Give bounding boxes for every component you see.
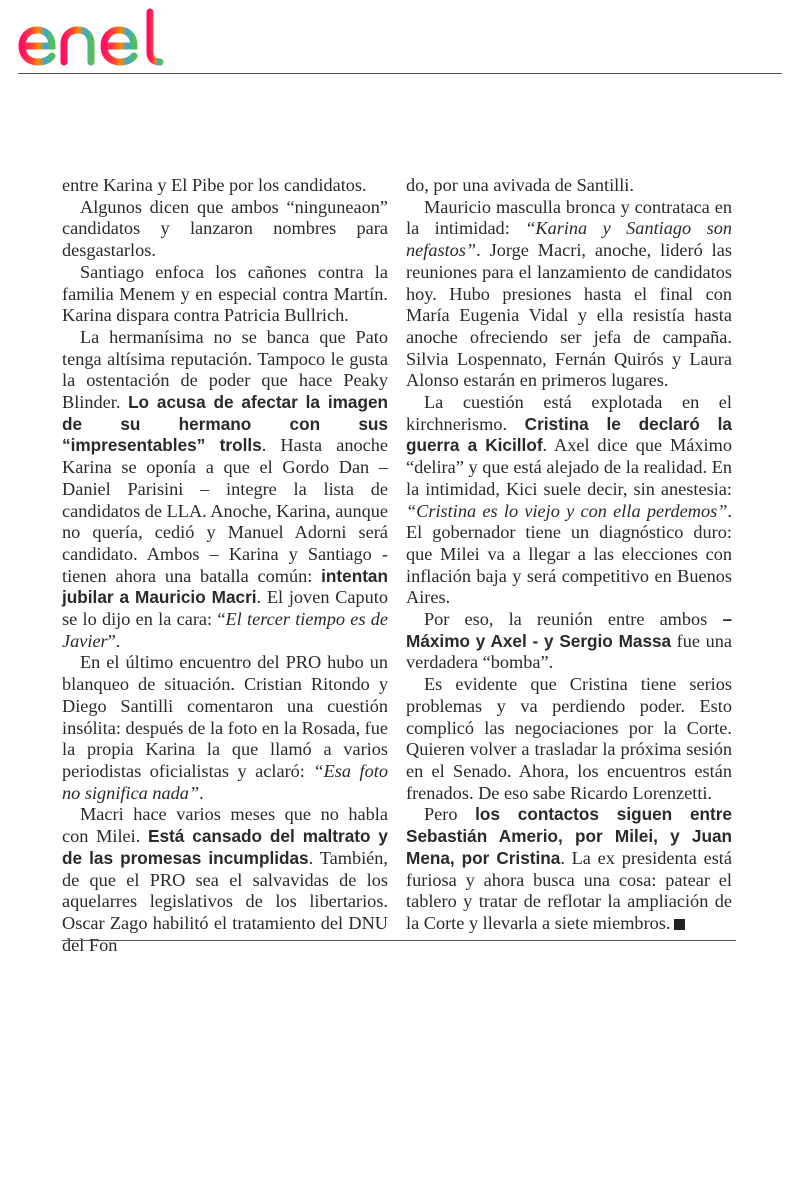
bottom-rule <box>62 940 736 941</box>
paragraph: Es evidente que Cristina tiene serios problemas y va perdiendo poder. Esto complicó las negociaciones por la Corte. Quieren volver a trasladar la próxima sesión en el Senado. Ahora, los encuentros están frenados. De eso sabe Ricardo Lorenzetti. <box>406 674 732 803</box>
paragraph: Por eso, la reunión entre ambos – Máximo y Axel - y Sergio Massa fue una verdadera “bomba”. <box>406 609 732 673</box>
paragraph: Mauricio mascullа bronca y contrataca en la intimidad: “Karina y Santiago son nefastos”. Jorge Macri, anoche, lideró las reuniones para el lanzamiento de candidatos hoy. Hubo presiones hasta el final con María Eugenia Vidal y ella resistía hasta anoche ofreciendo ser jefa de campaña. Silvia Lospennato, Fernán Quirós y Laura Alonso estarán en primeros lugares. <box>406 196 732 391</box>
enel-logo <box>18 8 178 70</box>
article-left-column <box>62 175 388 956</box>
paragraph: Macri hace varios meses que no habla con Milei. Está cansado del maltrato y de las promesas incumplidas. También, de que el PRO sea el salvavidas de los aquelarres legislativos de los libertarios. Oscar Zago habilitó el tratamiento del DNU del Fon <box>62 804 388 955</box>
paragraph: do, por una avivada de Santilli. <box>406 175 634 195</box>
paragraph: Algunos dicen que ambos “ninguneaon” candidatos y lanzaron nombres para desgastarlos. <box>62 196 388 261</box>
paragraph: La hermanísima no se banca que Pato tenga altísima reputación. Tampoco le gusta la ostentación de poder que hace Peaky Blinder. Lo acusa de afectar la imagen de su hermano con sus “impresentables” trolls. Hasta anoche Karina se oponía a que el Gordo Dan – Daniel Parisini – integre la lista de candidatos de LLA. Anoche, Karina, aunque no quería, cedió y Manuel Adorni será candidato. Ambos – Karina y Santiago - tienen ahora una batalla común: intentan jubilar a Mauricio Macri. El joven Caputo se lo dijo en la cara: “El tercer tiempo es de Javier”. <box>62 326 389 651</box>
paragraph: entre Karina y El Pibe por los candidatos. <box>62 175 367 195</box>
paragraph: En el último encuentro del PRO hubo un blanqueo de situación. Cristian Ritondo y Diego Santilli comentaron una cuestión insólita: después de la foto en la Rosada, fue la propia Karina la que llamó a varios periodistas oficialistas y aclaró: “Esa foto no significa nada”. <box>62 652 388 803</box>
paragraph: Pero los contactos siguen entre Sebastián Amerio, por Milei, y Juan Mena, por Cristina. La ex presidenta está furiosa y ahora busca una cosa: patear el tablero y tratar de reflotar la ampliación de la Corte y llevarla a siete miembros. <box>406 804 732 933</box>
header-rule <box>18 73 782 74</box>
paragraph: Santiago enfoca los cañones contra la familia Menem y en especial contra Martín. Karina dispara contra Patricia Bullrich. <box>62 261 388 326</box>
end-of-article-mark <box>674 919 685 930</box>
article-right-column <box>406 175 732 935</box>
paragraph: La cuestión está explotada en el kirchnerismo. Cristina le declaró la guerra a Kicillof. Axel dice que Máximo “delira” y que está alejado de la realidad. En la intimidad, Kici suele decir, sin anestesia: “Cristina es lo viejo y con ella perdemos”. El gobernador tiene un diagnóstico duro: que Milei va a llegar a las elecciones con inflación baja y será competitivo en Buenos Aires. <box>406 392 732 608</box>
